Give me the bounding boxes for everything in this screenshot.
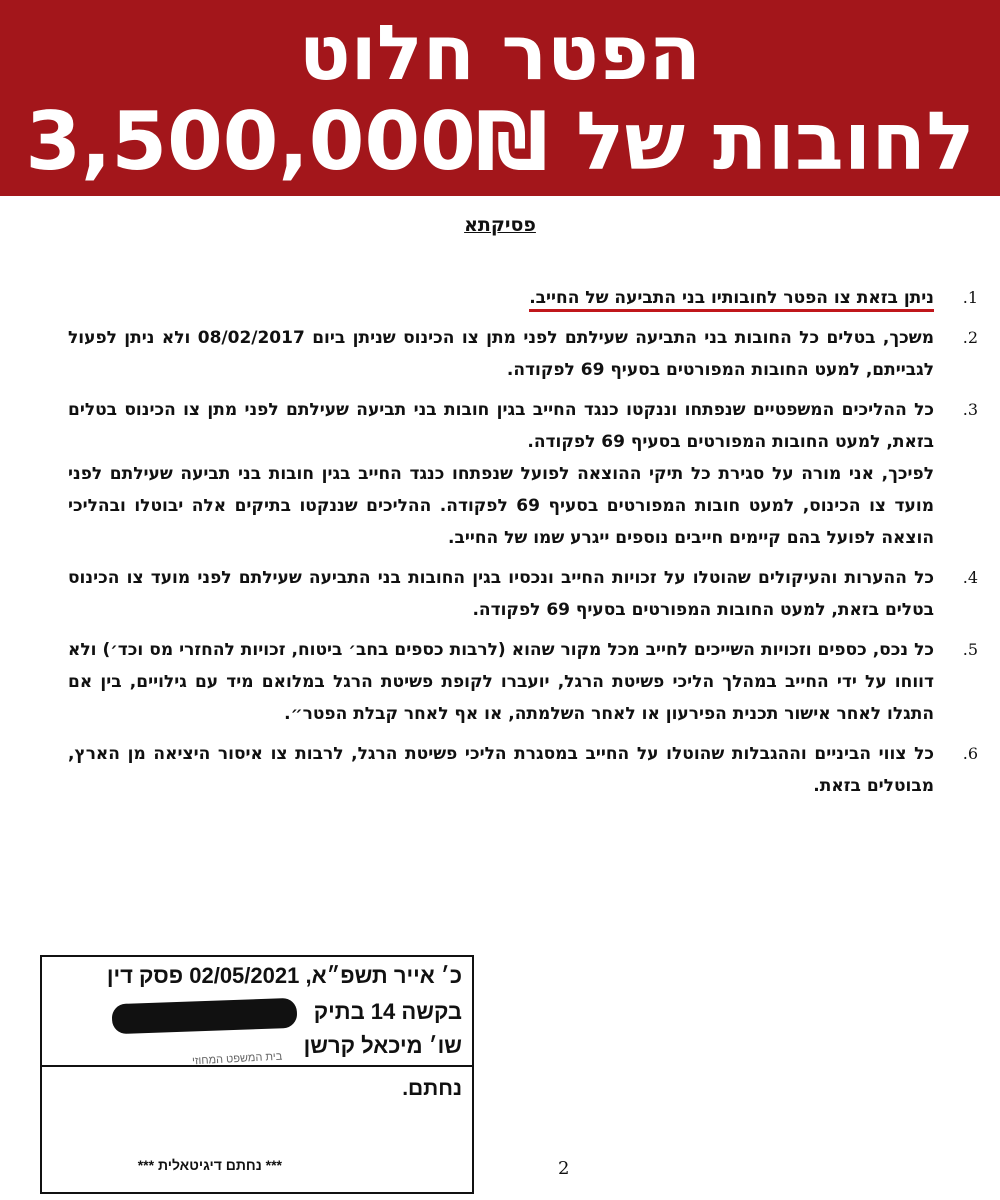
item-number: 5. [962,640,978,659]
stamp-signed: נחתם. [402,1077,462,1100]
ruling-item-2 [68,322,978,386]
ruling-item-4 [68,562,978,626]
headline-line-1: הפטר חלוט [299,8,701,97]
item-text: כל צווי הביניים וההגבלות שהוטלו על החייב במסגרת הליכי פשיטת הרגל, לרבות צו איסור היציאה מן הארץ, מבוטלים בזאת. [68,744,934,796]
page-number: 2 [558,1158,570,1179]
item-text: כל נכס, כספים וזכויות השייכים לחייב מכל מקור שהוא (לרבות כספים בחב׳ ביטוח, זכויות להחזרי מס וכד׳) ולא דווחו על ידי החייב במהלך הליכי פשיטת הרגל, יועברו לקופת פשיטת הרגל במלואם מיד עם גילויים, בין אם התגלו לאחר אישור תכנית הפירעון או לאחר השלמתה, או אף לאחר קבלת הפטר״. [68,640,934,724]
item-text: לפיכך, אני מורה על סגירת כל תיקי ההוצאה לפועל שנפתחו כנגד החייב בגין חובות בני תביעה שעילתם לפני מועד צו הכינוס, למעט חובות המפורטים בסעיף 69 לפקודה. ההליכים שננקטו בתיקים אלה יבוטלו ובהליכי הוצאה לפועל בהם קיימים חייבים נוספים ייגרע שמו של החייב. [68,464,934,548]
headline-banner [0,0,1000,196]
ruling-item-5 [68,634,978,730]
stamp-case-line: בקשה 14 בתיק [313,999,462,1024]
headline-line-2: לחובות של 3,500,000₪ [25,95,975,188]
stamp-judge-line: שו׳ מיכאל קרשן [303,1033,462,1058]
ruling-item-6 [68,738,978,802]
stamp-header [42,957,472,1067]
item-number: 4. [962,568,978,587]
redaction-mark [112,998,298,1034]
stamp-digital-signature: *** נחתם דיגיטאלית *** [137,1157,282,1173]
item-text: כל ההערות והעיקולים שהוטלו על זכויות החייב ונכסיו בגין החובות בני התביעה שעילתם לפני מועד צו הכינוס בטלים בזאת, למעט החובות המפורטים בסעיף 69 לפקודה. [68,568,934,620]
item-text: משכך, בטלים כל החובות בני התביעה שעילתם לפני מתן צו הכינוס שניתן ביום 08/02/2017 ולא ניתן לפעול לגבייתם, למעט החובות המפורטים בסעיף 69 לפקודה. [68,328,934,380]
ruling-item-1 [68,282,978,314]
court-stamp [40,955,474,1194]
document-title: פסיקתא [464,214,536,236]
highlighted-ruling-text: ניתן בזאת צו הפטר לחובותיו בני התביעה של החייב. [529,288,934,312]
ruling-items [68,282,978,810]
item-number: 3. [962,400,978,419]
ruling-item-3 [68,394,978,554]
item-number: 2. [962,328,978,347]
item-number: 1. [962,288,978,307]
stamp-date-line: כ׳ אייר תשפ״א, 02/05/2021 פסק דין [106,963,462,988]
item-text: כל ההליכים המשפטיים שנפתחו וננקטו כנגד החייב בגין חובות בני תביעה שעילתם לפני מתן צו הכינוס בטלים בזאת, למעט החובות המפורטים בסעיף 69 לפקודה. [68,400,934,452]
item-number: 6. [962,744,978,763]
stamp-faint-text: בית המשפט המחוזי [191,1050,283,1068]
